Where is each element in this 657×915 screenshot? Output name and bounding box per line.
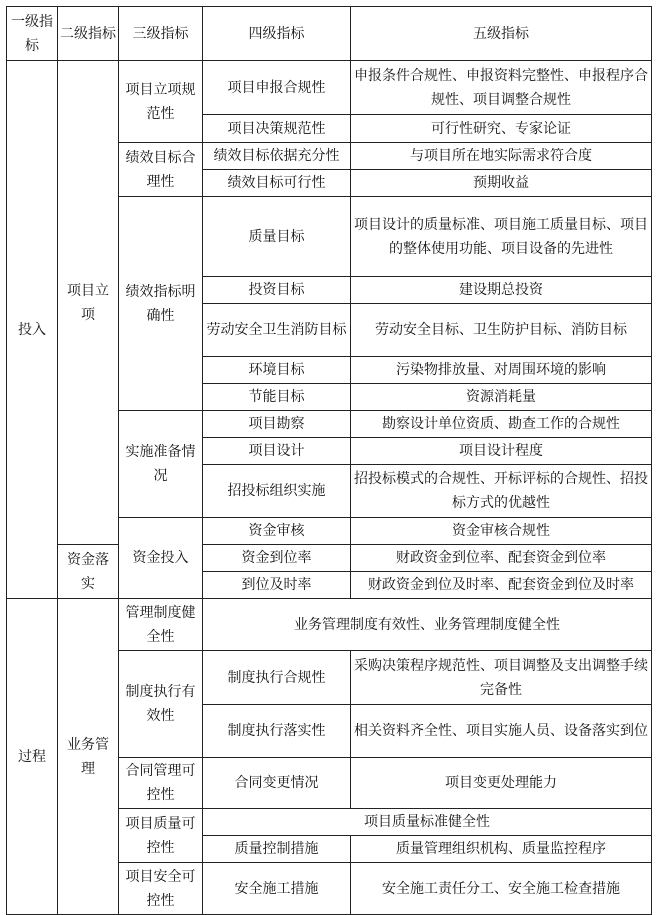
level4-item: 项目勘察	[203, 411, 351, 438]
header-level3: 三级指标	[119, 7, 203, 61]
level5-item: 污染物排放量、对周围环境的影响	[351, 357, 652, 384]
level3-item: 管理制度健全性	[119, 599, 203, 651]
level4-item: 绩效目标依据充分性	[203, 143, 351, 170]
level5-item: 安全施工责任分工、安全施工检查措施	[351, 863, 652, 915]
header-level2: 二级指标	[58, 7, 119, 61]
level2-fund: 资金投入	[119, 518, 203, 599]
level5-item: 建设期总投资	[351, 277, 652, 304]
table-row	[7, 61, 652, 115]
level3-item: 资金落实	[58, 545, 119, 599]
level1-input: 投入	[7, 61, 58, 599]
level3-item: 制度执行有效性	[119, 651, 203, 758]
header-level5: 五级指标	[351, 7, 652, 61]
level3-item: 项目立项规范性	[119, 61, 203, 143]
level4-item: 合同变更情况	[203, 758, 351, 809]
level5-item: 质量管理组织机构、质量监控程序	[351, 836, 652, 863]
level5-item: 招投标模式的合规性、开标评标的合规性、招投标方式的优越性	[351, 465, 652, 518]
level2-project: 项目立项	[58, 61, 119, 545]
level3-item: 项目质量可控性	[119, 809, 203, 863]
level4-item: 投资目标	[203, 277, 351, 304]
table-row	[7, 545, 652, 572]
header-level4: 四级指标	[203, 7, 351, 61]
level4-item: 项目申报合规性	[203, 61, 351, 115]
level5-item: 项目质量标准健全性	[203, 809, 652, 836]
level5-item: 资源消耗量	[351, 384, 652, 411]
level1-process: 过程	[7, 599, 58, 915]
level2-business: 业务管理	[58, 599, 119, 915]
header-level1: 一级指标	[7, 7, 58, 61]
level3-item: 合同管理可控性	[119, 758, 203, 809]
level4-item: 绩效目标可行性	[203, 170, 351, 197]
level4-item: 资金到位率	[203, 545, 351, 572]
level4-item: 到位及时率	[203, 572, 351, 599]
level5-item: 财政资金到位率、配套资金到位率	[351, 545, 652, 572]
header-row	[7, 7, 652, 61]
level5-item: 项目设计程度	[351, 438, 652, 465]
level4-item: 招投标组织实施	[203, 465, 351, 518]
level4-item: 环境目标	[203, 357, 351, 384]
level4-item: 安全施工措施	[203, 863, 351, 915]
level5-item: 采购决策程序规范性、项目调整及支出调整手续完备性	[351, 651, 652, 705]
level5-item: 与项目所在地实际需求符合度	[351, 143, 652, 170]
level4-item: 劳动安全卫生消防目标	[203, 304, 351, 357]
level5-item: 申报条件合规性、申报资料完整性、申报程序合规性、项目调整合规性	[351, 61, 652, 115]
level3-item: 实施准备情况	[119, 411, 203, 518]
level3-item: 绩效指标明确性	[119, 197, 203, 411]
level5-item: 资金审核合规性	[351, 518, 652, 545]
level4-item: 项目设计	[203, 438, 351, 465]
table-row	[7, 599, 652, 651]
level5-item: 相关资料齐全性、项目实施人员、设备落实到位	[351, 705, 652, 758]
level4-item: 项目决策规范性	[203, 115, 351, 143]
level5-item: 劳动安全目标、卫生防护目标、消防目标	[351, 304, 652, 357]
level5-item: 项目设计的质量标准、项目施工质量目标、项目的整体使用功能、项目设备的先进性	[351, 197, 652, 277]
level3-item: 资金审核	[203, 518, 351, 545]
level3-item: 绩效目标合理性	[119, 143, 203, 197]
level5-item: 勘察设计单位资质、勘查工作的合规性	[351, 411, 652, 438]
level5-item: 财政资金到位及时率、配套资金到位及时率	[351, 572, 652, 599]
level4-item: 节能目标	[203, 384, 351, 411]
indicator-table	[6, 6, 652, 915]
level4-item: 制度执行合规性	[203, 651, 351, 705]
level5-item: 业务管理制度有效性、业务管理制度健全性	[203, 599, 652, 651]
level5-item: 可行性研究、专家论证	[351, 115, 652, 143]
level5-item: 项目变更处理能力	[351, 758, 652, 809]
level3-item: 项目安全可控性	[119, 863, 203, 915]
level4-item: 制度执行落实性	[203, 705, 351, 758]
level4-item: 质量目标	[203, 197, 351, 277]
level5-item: 预期收益	[351, 170, 652, 197]
level4-item: 质量控制措施	[203, 836, 351, 863]
